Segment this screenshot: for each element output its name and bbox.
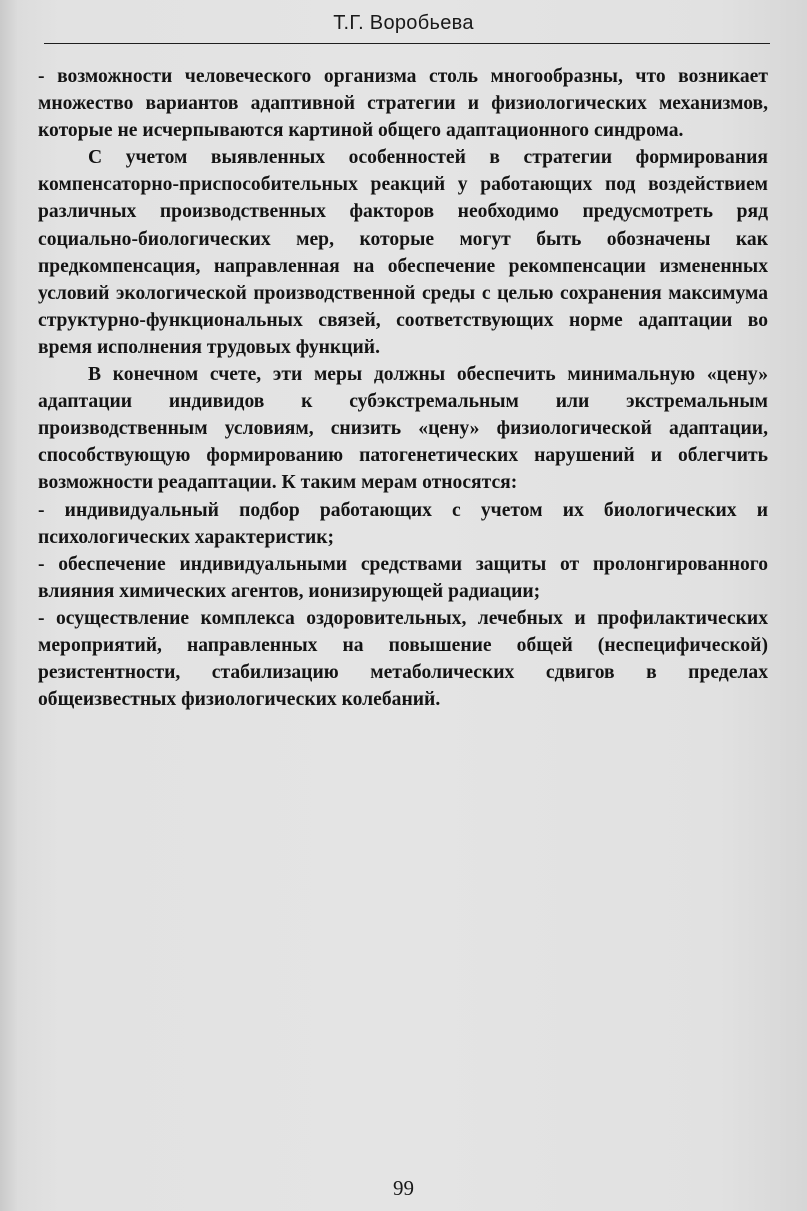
running-header-author: Т.Г. Воробьева [333,12,474,34]
page-number: 99 [393,1176,414,1200]
list-item-3: - осуществление комплекса оздоровительных, лечебных и профилактических мероприятий, направленных на повышение общей (неспецифической) резистентности, стабилизацию метаболических сдвигов в пределах общеизвестных физиологических колебаний. [38,607,768,711]
paragraph-1: - возможности человеческого организма столь многообразны, что возникает множество вариантов адаптивной стратегии и физиологических механизмов, которые не исчерпываются картиной общего адаптационного синдрома. [38,66,768,142]
paragraph-3: В конечном счете, эти меры должны обеспечить минимальную «цену» адаптации индивидов к субэкстремальным или экстремальным производственным условиям, снизить «цену» физиологической адаптации, способствующую формированию патогенетических нарушений и облегчить возможности реадаптации. К таким мерам относятся: [38,364,768,494]
list-item-1: - индивидуальный подбор работающих с учетом их биологических и психологических характеристик; [38,499,768,548]
list-item-2: - обеспечение индивидуальными средствами защиты от пролонгированного влияния химических агентов, ионизирующей радиации; [38,553,768,602]
body-text [38,63,768,713]
paragraph-2: С учетом выявленных особенностей в стратегии формирования компенсаторно-приспособительных реакций у работающих под воздействием различных производственных факторов необходимо предусмотреть ряд социально-биологических мер, которые могут быть обозначены как предкомпенсация, направленная на обеспечение рекомпенсации измененных условий экологической производственной среды с целью сохранения максимума структурно-функциональных связей, соответствующих норме адаптации во время исполнения трудовых функций. [38,147,768,358]
header-rule [44,43,770,44]
